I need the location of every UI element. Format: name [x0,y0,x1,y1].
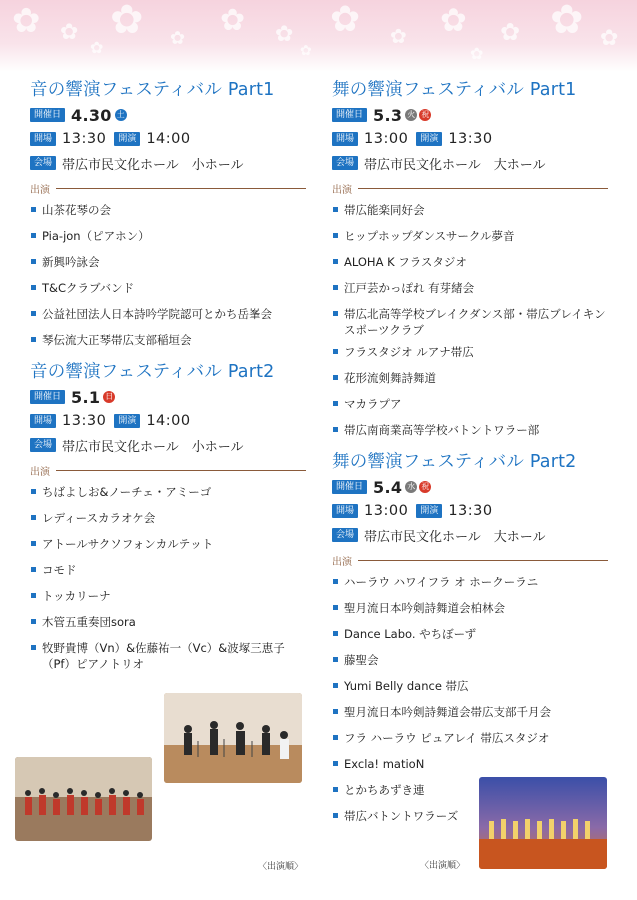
venue-row [30,152,306,174]
open-time: 13:00 [364,503,409,519]
event-title: 舞の響演フェスティバル Part1 [332,80,577,100]
flower-decoration-icon: ✿ [500,18,521,46]
list-item: 聖月流日本吟剣詩舞道会柏林会 [332,598,608,624]
open-label-tag: 開場 [332,504,358,518]
flower-decoration-icon: ✿ [90,38,104,57]
weekday-badge: 水 [407,482,416,491]
performers-heading [332,552,608,568]
list-item: フラスタジオ ルアナ帯広 [332,342,608,368]
performer-list [30,482,306,676]
open-time: 13:00 [364,131,409,147]
list-item: 木管五重奏団sora [30,612,306,638]
event-date: 4.30 [71,105,112,125]
photo-band-performance [15,757,152,841]
open-time: 13:30 [62,413,107,429]
flower-decoration-icon: ✿ [330,0,361,40]
start-time: 14:00 [146,413,191,429]
date-label-tag: 開催日 [332,108,367,122]
event-section [332,78,608,446]
event-date: 5.1 [71,387,101,407]
performers-heading [30,180,306,196]
list-item: 帯広能楽同好会 [332,200,608,226]
performers-label: 出演 [30,466,50,478]
venue-name: 帯広市民文化ホール 小ホール [62,439,244,455]
venue-row [30,434,306,456]
flower-decoration-icon: ✿ [600,26,619,51]
performer-list [332,200,608,446]
open-label-tag: 開場 [30,132,56,146]
list-item: 帯広北高等学校ブレイクダンス部・帯広ブレイキンスポーツクラブ [332,304,608,342]
time-row [332,128,608,150]
performers-label: 出演 [332,184,352,196]
performers-heading [332,180,608,196]
right-column [332,78,608,832]
list-item: 山茶花琴の会 [30,200,306,226]
list-item: 藤聖会 [332,650,608,676]
venue-label-tag: 会場 [332,528,358,542]
divider-line [358,560,608,561]
divider-line [358,188,608,189]
list-item: トッカリーナ [30,586,306,612]
weekday-badge: 土 [116,110,125,119]
event-title: 音の響演フェスティバル Part2 [30,362,275,382]
start-label-tag: 開演 [416,504,442,518]
weekday-badge: 火 [407,110,416,119]
date-row [332,476,608,498]
list-item: 花形流剣舞詩舞道 [332,368,608,394]
flower-decoration-icon: ✿ [275,22,294,47]
list-item: マカラプア [332,394,608,420]
photo-dance-stage [479,777,607,869]
time-row [30,410,306,432]
time-row [332,500,608,522]
list-item: Yumi Belly dance 帯広 [332,676,608,702]
list-item: 新興吟詠会 [30,252,306,278]
flower-decoration-icon: ✿ [300,43,312,59]
list-item: 帯広バトントワラーズ [332,806,608,832]
venue-name: 帯広市民文化ホール 大ホール [364,157,546,173]
list-item: ちばよしお&ノーチェ・アミーゴ [30,482,306,508]
weekday-badge: 日 [105,392,114,401]
performer-list [30,200,306,356]
header-banner [0,0,637,72]
performers-heading [30,462,306,478]
performers-label: 出演 [332,556,352,568]
list-item: 牧野貴博（Vn）&佐藤祐一（Vc）&波塚三恵子（Pf）ピアノトリオ [30,638,306,676]
event-section [332,450,608,832]
flower-decoration-icon: ✿ [60,20,79,45]
photo-chamber-ensemble [164,693,302,783]
list-item: ALOHA K フラスタジオ [332,252,608,278]
list-item: Excla! matioN [332,754,608,780]
left-order-note: 〈出演順〉 [258,862,304,872]
date-row [332,104,608,126]
date-row [30,104,306,126]
list-item: 帯広南商業高等学校バトントワラー部 [332,420,608,446]
list-item: T&Cクラブバンド [30,278,306,304]
list-item: フラ ハーラウ ピュアレイ 帯広スタジオ [332,728,608,754]
list-item: 公益社団法人日本詩吟学院認可とかち岳峯会 [30,304,306,330]
right-order-note: 〈出演順〉 [420,861,466,871]
start-label-tag: 開演 [114,414,140,428]
list-item: ヒップホップダンスサークル夢音 [332,226,608,252]
date-label-tag: 開催日 [30,108,65,122]
flower-decoration-icon: ✿ [470,44,484,63]
start-time: 14:00 [146,131,191,147]
venue-name: 帯広市民文化ホール 小ホール [62,157,244,173]
event-date: 5.3 [373,105,403,125]
venue-label-tag: 会場 [30,156,56,170]
date-label-tag: 開催日 [332,480,367,494]
flower-decoration-icon: ✿ [110,0,144,43]
list-item: 聖月流日本吟剣詩舞道会帯広支部千月会 [332,702,608,728]
divider-line [56,188,306,189]
divider-line [56,470,306,471]
list-item: 江戸芸かっぽれ 有芽緒会 [332,278,608,304]
performers-label: 出演 [30,184,50,196]
event-section [30,360,306,676]
event-title: 音の響演フェスティバル Part1 [30,80,275,100]
flower-decoration-icon: ✿ [220,3,246,38]
start-time: 13:30 [448,131,493,147]
venue-name: 帯広市民文化ホール 大ホール [364,529,546,545]
list-item: 琴伝流大正琴帯広支部稲垣会 [30,330,306,356]
start-label-tag: 開演 [114,132,140,146]
date-label-tag: 開催日 [30,390,65,404]
open-label-tag: 開場 [30,414,56,428]
left-column [30,78,306,676]
weekday-badge: 祝 [421,482,430,491]
flower-decoration-icon: ✿ [12,1,41,41]
venue-row [332,152,608,174]
flower-decoration-icon: ✿ [390,24,407,48]
event-title: 舞の響演フェスティバル Part2 [332,452,577,472]
start-time: 13:30 [448,503,493,519]
venue-label-tag: 会場 [332,156,358,170]
date-row [30,386,306,408]
event-section [30,78,306,356]
venue-label-tag: 会場 [30,438,56,452]
list-item: レディースカラオケ会 [30,508,306,534]
weekday-badge: 祝 [421,110,430,119]
start-label-tag: 開演 [416,132,442,146]
flower-decoration-icon: ✿ [440,1,467,39]
flower-decoration-icon: ✿ [550,0,584,43]
flower-decoration-icon: ✿ [170,28,186,49]
venue-row [332,524,608,546]
list-item: アトールサクソフォンカルテット [30,534,306,560]
time-row [30,128,306,150]
event-date: 5.4 [373,477,403,497]
open-label-tag: 開場 [332,132,358,146]
open-time: 13:30 [62,131,107,147]
list-item: ハーラウ ハワイフラ オ ホークーラニ [332,572,608,598]
list-item: Dance Labo. やちぼーず [332,624,608,650]
list-item: Pia-jon（ピアホン） [30,226,306,252]
list-item: とかちあずき連 [332,780,608,806]
list-item: コモド [30,560,306,586]
